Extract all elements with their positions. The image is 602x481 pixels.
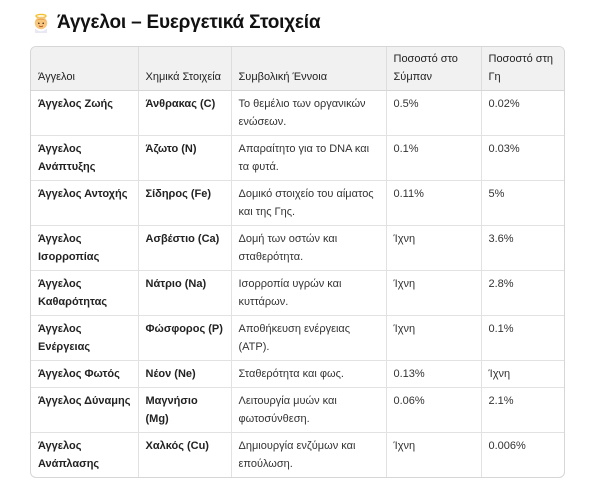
table-row — [31, 226, 564, 271]
header-element: Χημικά Στοιχεία — [138, 47, 231, 91]
page-title: Άγγελοι – Ευεργετικά Στοιχεία — [57, 12, 321, 33]
cell-universe-percent: 0.5% — [386, 91, 481, 136]
cell-meaning: Απαραίτητο για το DNA και τα φυτά. — [231, 136, 386, 181]
cell-earth-percent: 5% — [481, 181, 564, 226]
cell-universe-percent: 0.06% — [386, 388, 481, 433]
page-title-row — [31, 8, 320, 38]
cell-meaning: Αποθήκευση ενέργειας (ATP). — [231, 316, 386, 361]
table-row — [31, 181, 564, 226]
cell-angel: Άγγελος Ζωής — [31, 91, 138, 136]
cell-angel: Άγγελος Ανάπτυξης — [31, 136, 138, 181]
cell-element: Φώσφορος (P) — [138, 316, 231, 361]
cell-element: Χαλκός (Cu) — [138, 433, 231, 478]
baby-angel-icon — [31, 13, 51, 33]
cell-meaning: Δημιουργία ενζύμων και επούλωση. — [231, 433, 386, 478]
cell-universe-percent: Ίχνη — [386, 226, 481, 271]
table-row — [31, 388, 564, 433]
cell-angel: Άγγελος Φωτός — [31, 361, 138, 388]
cell-element: Άνθρακας (C) — [138, 91, 231, 136]
cell-angel: Άγγελος Δύναμης — [31, 388, 138, 433]
cell-meaning: Λειτουργία μυών και φωτοσύνθεση. — [231, 388, 386, 433]
cell-universe-percent: Ίχνη — [386, 433, 481, 478]
cell-meaning: Ισορροπία υγρών και κυττάρων. — [231, 271, 386, 316]
table-row — [31, 433, 564, 478]
cell-element: Μαγνήσιο (Mg) — [138, 388, 231, 433]
cell-angel: Άγγελος Αντοχής — [31, 181, 138, 226]
elements-table-container — [30, 46, 565, 478]
cell-element: Άζωτο (N) — [138, 136, 231, 181]
cell-angel: Άγγελος Ανάπλασης — [31, 433, 138, 478]
cell-meaning: Δομικό στοιχείο του αίματος και της Γης. — [231, 181, 386, 226]
cell-element: Ασβέστιο (Ca) — [138, 226, 231, 271]
cell-earth-percent: 0.1% — [481, 316, 564, 361]
cell-element: Σίδηρος (Fe) — [138, 181, 231, 226]
cell-angel: Άγγελος Ενέργειας — [31, 316, 138, 361]
table-row — [31, 271, 564, 316]
cell-angel: Άγγελος Ισορροπίας — [31, 226, 138, 271]
table-header-row — [31, 47, 564, 91]
cell-universe-percent: Ίχνη — [386, 316, 481, 361]
cell-meaning: Σταθερότητα και φως. — [231, 361, 386, 388]
header-meaning: Συμβολική Έννοια — [231, 47, 386, 91]
cell-element: Νάτριο (Na) — [138, 271, 231, 316]
cell-earth-percent: 0.006% — [488, 440, 526, 452]
header-earth-percent: Ποσοστό στη Γη — [481, 47, 564, 91]
cell-universe-percent: Ίχνη — [386, 271, 481, 316]
cell-universe-percent: 0.13% — [386, 361, 481, 388]
table-row — [31, 91, 564, 136]
cell-earth-percent: 2.1% — [481, 388, 564, 433]
elements-table — [31, 47, 564, 477]
table-row — [31, 316, 564, 361]
cell-earth-percent: Ίχνη — [481, 361, 564, 388]
cell-earth-percent: 0.02% — [481, 91, 564, 136]
cell-meaning: Το θεμέλιο των οργανικών ενώσεων. — [231, 91, 386, 136]
header-universe-percent: Ποσοστό στο Σύμπαν — [386, 47, 481, 91]
cell-angel: Άγγελος Καθαρότητας — [31, 271, 138, 316]
header-angel: Άγγελοι — [31, 47, 138, 91]
cell-meaning: Δομή των οστών και σταθερότητα. — [231, 226, 386, 271]
cell-earth-percent: 3.6% — [481, 226, 564, 271]
cell-element: Νέον (Ne) — [138, 361, 231, 388]
cell-universe-percent: 0.1% — [386, 136, 481, 181]
cell-universe-percent: 0.11% — [386, 181, 481, 226]
cell-earth-percent: 2.8% — [481, 271, 564, 316]
table-row — [31, 361, 564, 388]
cell-earth-percent: 0.03% — [481, 136, 564, 181]
table-row — [31, 136, 564, 181]
